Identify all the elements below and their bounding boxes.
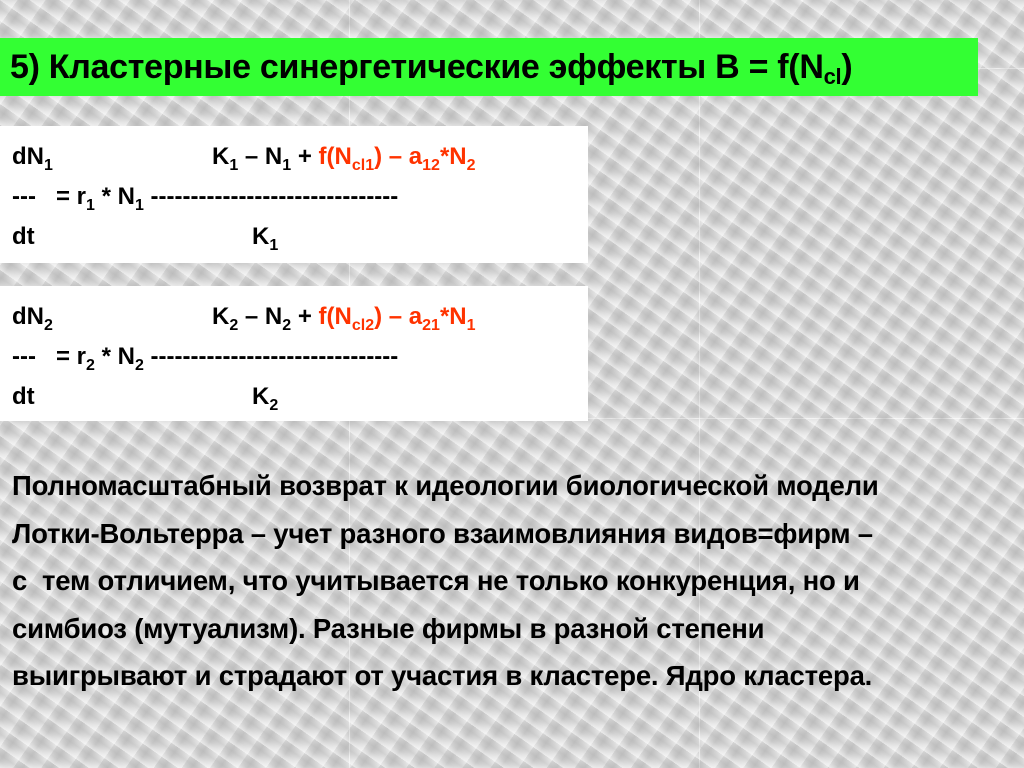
eq1-k-sub: 1	[229, 157, 239, 174]
eq2-r-sub: 2	[86, 357, 95, 374]
eq2-k: K	[212, 303, 230, 330]
equation-2-numerator	[12, 302, 476, 334]
eq1-equals-r: = r	[56, 183, 87, 210]
slide-title-subscript: cl	[823, 64, 842, 89]
eq1-star-n: *N	[439, 143, 467, 170]
eq2-dt: dt	[12, 383, 35, 410]
eq1-f-close-a: ) – a	[374, 143, 423, 170]
eq2-denominator-k	[252, 382, 278, 412]
equation-1-fraction-line	[12, 182, 398, 212]
eq1-f-sub: cl1	[351, 157, 375, 174]
eq1-minus-n: – N	[238, 143, 283, 170]
equation-1-denominator	[12, 222, 279, 254]
eq2-dn-sub: 2	[44, 317, 53, 334]
eq2-times-n-sub: 2	[134, 357, 144, 374]
slide-title-text: 5) Кластерные синергетические эффекты B = f(N	[10, 48, 824, 86]
eq2-denom-k: K	[252, 383, 270, 410]
eq1-numerator-expression	[212, 142, 476, 172]
paragraph-line: выигрывают и страдают от участия в кластере. Ядро кластера.	[12, 660, 873, 691]
eq2-star-n: *N	[439, 303, 467, 330]
eq1-denom-k: K	[252, 223, 270, 250]
eq2-synergy-term	[318, 303, 476, 334]
eq2-equals-r: = r	[56, 343, 87, 370]
eq1-fraction-bar: -------------------------------	[143, 183, 399, 210]
eq2-minus-n: – N	[238, 303, 283, 330]
eq1-times-n: * N	[94, 183, 135, 210]
eq1-a-sub: 12	[422, 157, 440, 174]
paragraph-line: Полномасштабный возврат к идеологии биологической модели	[12, 470, 879, 501]
equation-2-box	[0, 286, 588, 421]
eq2-minus-n-sub: 2	[282, 317, 292, 334]
paragraph-line: симбиоз (мутуализм). Разные фирмы в разной степени	[12, 612, 765, 644]
eq2-a-sub: 21	[422, 317, 440, 334]
eq1-denom-k-sub: 1	[269, 237, 279, 254]
slide-title	[0, 38, 978, 96]
equation-1-numerator	[12, 142, 476, 174]
eq2-numerator-expression	[212, 302, 476, 332]
slide-title-close: )	[841, 48, 853, 86]
eq2-fraction-bar: -------------------------------	[143, 343, 399, 370]
eq1-denominator-k	[252, 222, 278, 252]
eq1-dt: dt	[12, 223, 35, 250]
eq2-f-sub: cl2	[351, 317, 375, 334]
eq1-r-sub: 1	[86, 197, 95, 214]
eq1-dn: dN	[12, 143, 44, 170]
eq2-f-open: f(N	[318, 303, 352, 330]
eq2-denom-k-sub: 2	[269, 397, 279, 414]
equation-1-box	[0, 126, 588, 263]
eq1-k: K	[212, 143, 230, 170]
eq2-dn: dN	[12, 303, 44, 330]
equation-2-fraction-line	[12, 342, 398, 372]
paragraph-line: Лотки-Вольтерра – учет разного взаимовлияния видов=фирм –	[12, 517, 873, 549]
eq2-short-dashes: ---	[12, 343, 36, 370]
eq1-synergy-term	[318, 143, 476, 174]
eq2-k-sub: 2	[229, 317, 239, 334]
eq1-minus-n-sub: 1	[282, 157, 292, 174]
eq1-times-n-sub: 1	[134, 197, 144, 214]
eq1-dn-sub: 1	[44, 157, 53, 174]
eq2-f-close-a: ) – a	[374, 303, 423, 330]
eq1-f-open: f(N	[318, 143, 352, 170]
eq1-plus: +	[291, 143, 319, 170]
eq2-times-n: * N	[94, 343, 135, 370]
eq1-star-n-sub: 2	[466, 157, 476, 174]
paragraph-line: с тем отличием, что учитывается не только конкуренция, но и	[12, 565, 860, 596]
eq1-short-dashes: ---	[12, 183, 36, 210]
body-paragraph	[12, 462, 1022, 700]
equation-2-denominator	[12, 382, 279, 414]
eq2-star-n-sub: 1	[466, 317, 476, 334]
eq2-plus: +	[291, 303, 319, 330]
